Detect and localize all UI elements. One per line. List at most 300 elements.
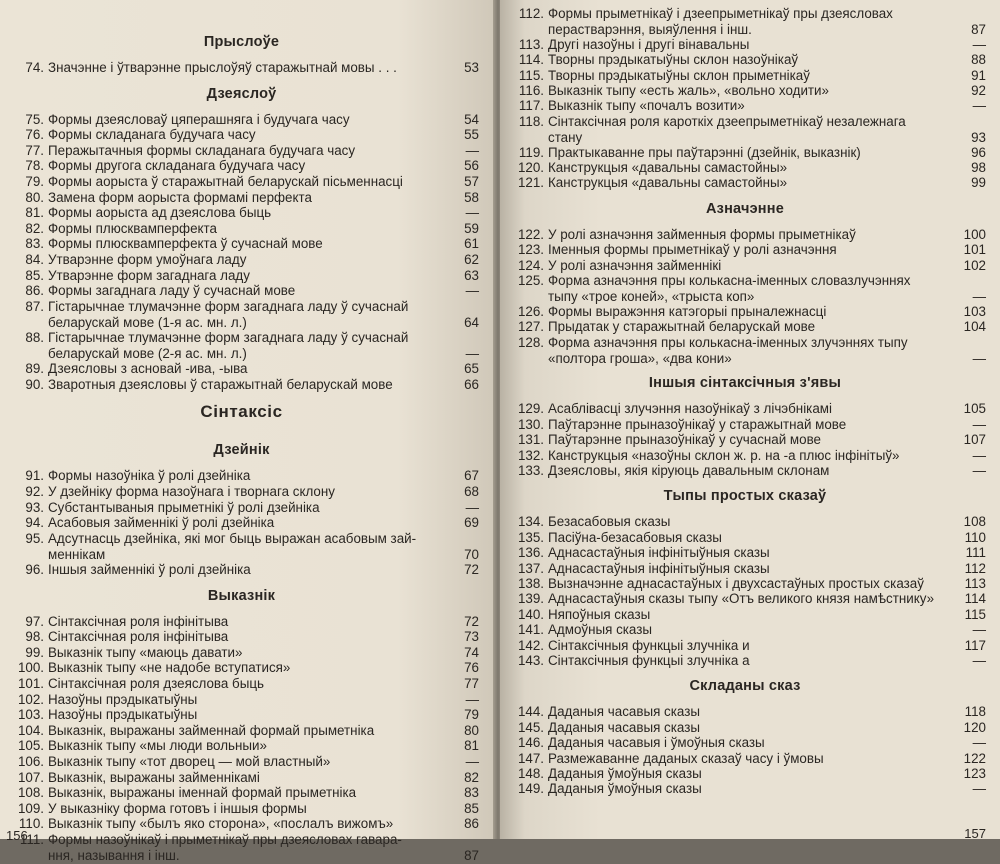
entry-page: — <box>972 622 986 638</box>
section-heading: Тыпы простых сказаў <box>663 488 827 505</box>
entry-page: — <box>972 463 986 478</box>
entry-title: Дзеясловы з асновай -ива, -ыва <box>48 361 248 377</box>
entry-number: 133. <box>517 463 544 478</box>
toc-entry <box>4 112 479 128</box>
toc-entry <box>504 561 986 577</box>
toc-entry <box>504 68 986 84</box>
entry-number: 131. <box>517 432 544 448</box>
entry-number: 89. <box>25 361 44 377</box>
entry-page: — <box>972 781 986 797</box>
toc-entry <box>4 221 479 237</box>
entry-number: 116. <box>518 83 544 98</box>
entry-title: Формы прыметнікаў і дзеепрыметнікаў пры дзеясловах <box>548 6 893 21</box>
entry-title: У ролі азначэння займенныя формы прыметнікаў <box>548 226 856 242</box>
entry-number: 117. <box>518 98 544 114</box>
entry-number: 124. <box>517 257 544 273</box>
entry-title: Выказнік тыпу «былъ якo сторона», «послалъ вижомъ» <box>48 816 394 832</box>
entry-title-continued: беларускай мове (1-я ас. мн. л.) <box>48 314 247 330</box>
entry-number: 104. <box>17 722 44 738</box>
toc-entry <box>504 463 986 479</box>
entry-title: Выказнік тыпу «почалъ возити» <box>548 98 745 114</box>
entry-number: 76. <box>25 127 44 143</box>
toc-entry <box>504 401 986 417</box>
toc-entry <box>504 638 986 654</box>
entry-title: Выказнік тыпу «не надобе вступатися» <box>48 660 291 676</box>
section-heading: Выказнік <box>207 587 276 604</box>
entry-number: 135. <box>517 529 544 545</box>
entry-number: 139. <box>517 591 544 607</box>
entry-page: 113 <box>964 576 986 591</box>
entry-title-continued: перастварэння, выяўлення і інш. <box>548 22 752 37</box>
toc-entry <box>504 227 986 243</box>
entry-number: 87. <box>25 298 44 314</box>
toc-entry <box>504 607 986 623</box>
entry-number: 119. <box>518 144 544 160</box>
entry-page: 91 <box>971 67 986 83</box>
entry-page: 67 <box>464 468 479 484</box>
toc-entry <box>504 751 986 767</box>
entry-title: Значэнне і ўтварэнне прыслоўяў старажытнай мовы . . . <box>48 60 397 75</box>
entry-page: 87 <box>464 848 479 863</box>
entry-page: 55 <box>464 127 479 143</box>
entry-title: Іншыя займеннікі ў ролі дзейніка <box>48 562 251 577</box>
toc-entry <box>504 720 986 736</box>
toc-entry <box>504 576 986 592</box>
entry-title: Практыкаванне пры паўтарэнні (дзейнік, выказнік) <box>548 144 861 160</box>
entry-page: 59 <box>464 220 479 236</box>
entry-number: 96. <box>25 562 44 577</box>
entry-page: 93 <box>971 129 986 145</box>
entry-title: Формы назоўнікаў і прыметнікаў пры дзеясловах гавара- <box>48 832 402 847</box>
entry-title: Даданыя часавыя і ўмоўныя сказы <box>548 735 765 751</box>
toc-entry <box>4 252 479 268</box>
toc-entry <box>4 816 479 832</box>
entry-number: 92. <box>25 484 44 499</box>
entry-number: 77. <box>25 142 44 158</box>
entry-title: Формы выражэння катэгорыі прыналежнасці <box>548 303 827 319</box>
toc-entry <box>4 801 479 817</box>
entry-number: 122. <box>517 226 544 242</box>
entry-page: 101 <box>963 242 986 258</box>
entry-number: 112. <box>518 6 544 21</box>
entry-page: 70 <box>464 546 479 562</box>
left-page <box>0 0 497 863</box>
entry-number: 103. <box>17 707 44 723</box>
entry-title: У выказніку форма готовъ і іншыя формы <box>48 800 307 816</box>
toc-entry <box>504 304 986 320</box>
entry-title: Формы аорыста ў старажытнай беларускай пісьменнасці <box>48 174 403 189</box>
entry-page: 64 <box>464 314 479 330</box>
toc-entry <box>504 145 986 161</box>
entry-page: 98 <box>971 160 986 175</box>
entry-number: 144. <box>517 704 544 720</box>
entry-number: 120. <box>517 160 544 175</box>
entry-page: 117 <box>964 637 986 653</box>
toc-entry <box>504 114 986 146</box>
toc-entry <box>4 515 479 531</box>
toc-entry <box>4 236 479 252</box>
left-page-number: 156 <box>6 828 28 843</box>
toc-entry <box>4 127 479 143</box>
entry-title: Формы загаднага ладу ў сучаснай мове <box>48 283 296 299</box>
toc-entry <box>4 174 479 190</box>
toc-entry <box>504 514 986 530</box>
toc-entry <box>4 723 479 739</box>
toc-entry <box>504 417 986 433</box>
entry-number: 99. <box>25 644 44 660</box>
entry-number: 91. <box>25 468 44 484</box>
entry-title: Гістарычнае тлумачэнне форм загаднага ладу ў сучаснай <box>48 298 409 314</box>
entry-page: 83 <box>464 785 479 801</box>
section-heading: Складаны сказ <box>689 678 801 695</box>
entry-title: Формы дзеясловаў цяперашняга і будучага часу <box>48 111 350 127</box>
entry-title: Аднасастаўныя сказы тыпу «Отъ великого князя намѣстнику» <box>548 591 935 607</box>
entry-page: 69 <box>464 515 479 531</box>
toc-entry <box>4 484 479 500</box>
entry-page: 72 <box>464 613 479 629</box>
entry-number: 108. <box>17 785 44 801</box>
entry-title: Творны прэдыкатыўны склон прыметнікаў <box>548 67 810 83</box>
entry-title: Гістарычнае тлумачэнне форм загаднага ладу ў сучаснай <box>48 330 409 345</box>
right-page-number: 157 <box>964 826 986 841</box>
entry-title: Сінтаксічная роля кароткіх дзеепрыметнікаў незалежнага <box>548 113 906 129</box>
entry-title: Перажытачныя формы складанага будучага часу <box>48 142 356 158</box>
entry-number: 109. <box>17 800 44 816</box>
entry-title: Выказнік тыпу «мы люди вольныи» <box>48 738 267 754</box>
entry-title: Выказнік тыпу «тот дворец — мой властный» <box>48 754 331 769</box>
entry-title: Дзеясловы, якія кіруюць давальным склонам <box>548 463 830 478</box>
entry-number: 85. <box>25 267 44 283</box>
entry-page: 57 <box>464 174 479 189</box>
toc-entry <box>4 738 479 754</box>
entry-title: Няпоўныя сказы <box>548 606 651 622</box>
entry-page: 108 <box>963 514 986 530</box>
entry-page: 53 <box>464 60 479 75</box>
entry-number: 102. <box>17 691 44 707</box>
section-heading: Азначэнне <box>706 200 784 217</box>
right-table-of-contents <box>504 0 986 839</box>
toc-entry <box>504 160 986 176</box>
entry-page: 102 <box>963 257 986 273</box>
toc-entry <box>504 175 986 191</box>
entry-title: Сінтаксічная роля інфінітыва <box>48 613 229 629</box>
entry-title: У дзейніку форма назоўнага і творнага склону <box>48 484 335 499</box>
entry-title: Асабовыя займеннікі ў ролі дзейніка <box>48 515 275 531</box>
entry-page: 65 <box>464 361 479 377</box>
entry-number: 134. <box>517 514 544 530</box>
entry-title: Назоўны прэдыкатыўны <box>48 707 198 723</box>
toc-entry <box>504 735 986 751</box>
entry-page: 111 <box>965 545 986 561</box>
entry-page: — <box>465 205 479 221</box>
entry-number: 143. <box>517 653 544 668</box>
toc-entry <box>504 98 986 114</box>
entry-number: 94. <box>25 515 44 531</box>
entry-number: 81. <box>25 205 44 221</box>
entry-number: 98. <box>25 629 44 645</box>
toc-entry <box>504 335 986 367</box>
toc-entry <box>4 770 479 786</box>
entry-number: 140. <box>517 606 544 622</box>
entry-page: — <box>465 691 479 707</box>
entry-number: 118. <box>518 113 544 129</box>
entry-page: 74 <box>464 644 479 660</box>
entry-title: Асаблівасці злучэння назоўнікаў з лічэбнікамі <box>548 401 832 417</box>
entry-number: 97. <box>25 613 44 629</box>
entry-title: Паўтарэнне прыназоўнікаў у старажытнай мове <box>548 416 847 432</box>
toc-entry <box>504 448 986 464</box>
entry-title: Вызначэнне аднасастаўных і двухсастаўных простых сказаў <box>548 576 924 591</box>
entry-page: — <box>972 350 986 366</box>
section-heading: Іншыя сінтаксічныя з'явы <box>648 375 842 392</box>
toc-entry <box>4 754 479 770</box>
entry-page: 76 <box>464 660 479 676</box>
entry-title: Выказнік, выражаны займеннікамі <box>48 769 260 785</box>
entry-number: 115. <box>518 67 544 83</box>
entry-page: 72 <box>464 562 479 577</box>
entry-page: — <box>465 499 479 515</box>
entry-number: 129. <box>517 401 544 417</box>
entry-page: 105 <box>963 401 986 417</box>
entry-title: Адмоўныя сказы <box>548 622 652 638</box>
entry-title: Паўтарэнне прыназоўнікаў у сучаснай мове <box>548 432 821 448</box>
entry-number: 132. <box>517 447 544 463</box>
toc-entry <box>4 531 479 563</box>
entry-number: 83. <box>25 236 44 252</box>
toc-entry <box>4 500 479 516</box>
entry-title: Даданыя часавыя сказы <box>548 719 700 735</box>
entry-number: 127. <box>517 319 544 335</box>
entry-title: Форма азначэння пры колькасна-іменных злучэннях тыпу <box>548 334 908 350</box>
entry-page: 112 <box>964 560 986 576</box>
entry-title: Утварэнне форм умоўнага ладу <box>48 252 247 267</box>
entry-number: 145. <box>517 719 544 735</box>
entry-number: 136. <box>517 545 544 561</box>
toc-entry <box>504 545 986 561</box>
toc-entry <box>4 268 479 284</box>
entry-title: Размежаванне даданых сказаў часу і ўмовы <box>548 750 824 766</box>
entry-page: 85 <box>464 800 479 816</box>
entry-number: 113. <box>518 36 544 52</box>
entry-title: Сінтаксічная роля інфінітыва <box>48 629 229 645</box>
entry-page: 92 <box>971 83 986 98</box>
entry-number: 79. <box>25 174 44 189</box>
section-heading: Дзейнік <box>213 442 270 459</box>
entry-number: 147. <box>517 750 544 766</box>
toc-entry <box>4 377 479 393</box>
entry-page: — <box>465 754 479 769</box>
entry-number: 142. <box>517 637 544 653</box>
toc-entry <box>4 832 479 864</box>
entry-number: 110. <box>18 816 44 832</box>
entry-page: 114 <box>964 591 986 607</box>
entry-number: 114. <box>518 52 544 68</box>
toc-entry <box>4 645 479 661</box>
entry-number: 130. <box>517 416 544 432</box>
entry-page: 68 <box>464 484 479 499</box>
entry-page: 115 <box>964 606 986 622</box>
toc-entry <box>4 190 479 206</box>
entry-number: 101. <box>17 676 44 691</box>
entry-number: 105. <box>17 738 44 754</box>
entry-number: 138. <box>517 576 544 591</box>
entry-title: Сінтаксічныя функцыі злучніка а <box>548 653 750 668</box>
entry-number: 107. <box>17 769 44 785</box>
toc-entry <box>504 52 986 68</box>
entry-title: Замена форм аорыста формамі перфекта <box>48 189 312 205</box>
entry-page: 122 <box>963 750 986 766</box>
entry-page: — <box>465 283 479 299</box>
toc-entry <box>504 530 986 546</box>
entry-title-continued: меннікам <box>48 546 106 562</box>
entry-page: — <box>972 735 986 751</box>
toc-entry <box>504 242 986 258</box>
entry-number: 82. <box>25 220 44 236</box>
entry-number: 121. <box>517 175 544 191</box>
entry-number: 148. <box>517 766 544 781</box>
section-heading: Прыслоўе <box>203 34 280 50</box>
entry-number: 88. <box>25 330 44 345</box>
entry-page: 118 <box>964 704 986 720</box>
entry-page: 80 <box>464 722 479 738</box>
entry-title: Сінтаксічныя функцыі злучніка и <box>548 637 750 653</box>
toc-entry <box>4 468 479 484</box>
entry-title: Формы складанага будучага часу <box>48 127 256 143</box>
toc-entry <box>4 562 479 578</box>
entry-title: Зваротныя дзеясловы ў старажытнай беларускай мове <box>48 376 393 392</box>
left-table-of-contents <box>4 0 479 863</box>
entry-title: Адсутнасць дзейніка, які мог быць выражан асабовым зай- <box>48 530 417 546</box>
entry-page: — <box>465 346 479 361</box>
toc-entry <box>4 205 479 221</box>
entry-number: 93. <box>25 499 44 515</box>
entry-number: 126. <box>517 303 544 319</box>
entry-page: — <box>972 653 986 668</box>
entry-title: Аднасастаўныя інфінітыўныя сказы <box>548 560 770 576</box>
entry-page: — <box>972 447 986 463</box>
toc-entry <box>504 258 986 274</box>
entry-number: 95. <box>25 530 44 546</box>
entry-number: 86. <box>25 283 44 299</box>
entry-page: — <box>972 36 986 52</box>
entry-number: 128. <box>517 334 544 350</box>
entry-title-continued: «полтора гроша», «два кони» <box>548 350 732 366</box>
toc-entry <box>504 781 986 797</box>
entry-page: 82 <box>464 769 479 785</box>
entry-title: Формы другога складанага будучага часу <box>48 158 306 174</box>
toc-entry <box>4 676 479 692</box>
toc-entry <box>504 591 986 607</box>
entry-title: Даданыя ўмоўныя сказы <box>548 781 702 797</box>
entry-title-continued: беларускай мове (2-я ас. мн. л.) <box>48 346 247 361</box>
entry-number: 123. <box>517 242 544 258</box>
entry-title: Прыдатак у старажытнай беларускай мове <box>548 319 816 335</box>
entry-number: 84. <box>25 252 44 267</box>
entry-page: 56 <box>464 158 479 174</box>
entry-page: 123 <box>963 766 986 781</box>
entry-page: 63 <box>464 267 479 283</box>
toc-entry <box>4 60 479 76</box>
toc-entry <box>4 660 479 676</box>
toc-entry <box>504 653 986 669</box>
entry-title: Даданыя ўмоўныя сказы <box>548 766 702 781</box>
entry-title-continued: тыпу «трое коней», «трыста коп» <box>548 289 755 304</box>
entry-page: 61 <box>464 236 479 252</box>
entry-title-continued: стану <box>548 129 583 145</box>
entry-title: Безасабовыя сказы <box>548 514 671 530</box>
entry-title: Формы плюсквамперфекта ў сучаснай мове <box>48 236 323 252</box>
entry-number: 74. <box>25 60 44 75</box>
toc-entry <box>4 299 479 331</box>
entry-page: — <box>972 289 986 304</box>
toc-entry <box>504 319 986 335</box>
entry-number: 90. <box>25 376 44 392</box>
section-heading: Сінтаксіс <box>200 402 283 422</box>
entry-number: 75. <box>25 111 44 127</box>
entry-title: Субстантываныя прыметнікі ў ролі дзейніка <box>48 499 320 515</box>
entry-title: Утварэнне форм загаднага ладу <box>48 267 250 283</box>
entry-number: 149. <box>517 781 544 797</box>
entry-number: 141. <box>517 622 544 638</box>
entry-title: Канструкцыя «давальны самастойны» <box>548 175 788 191</box>
entry-title: Аднасастаўныя інфінітыўныя сказы <box>548 545 770 561</box>
entry-title: Формы плюсквамперфекта <box>48 220 217 236</box>
toc-entry <box>4 283 479 299</box>
entry-page: 58 <box>464 189 479 205</box>
entry-number: 78. <box>25 158 44 174</box>
entry-title: Выказнік, выражаны іменнай формай прыметніка <box>48 785 357 801</box>
entry-page: 96 <box>971 144 986 160</box>
entry-title: Сінтаксічная роля дзеяслова быць <box>48 676 265 691</box>
toc-entry <box>4 707 479 723</box>
toc-entry <box>4 330 479 362</box>
entry-title: Выказнік, выражаны займеннай формай прыметніка <box>48 722 375 738</box>
entry-title: Формы аорыста ад дзеяслова быць <box>48 205 272 221</box>
entry-page: 81 <box>464 738 479 754</box>
entry-page: 73 <box>464 629 479 645</box>
entry-page: 99 <box>971 175 986 191</box>
entry-title: Творны прэдыкатыўны склон назоўнікаў <box>548 52 799 68</box>
entry-title: Выказнік тыпу «маюць давати» <box>48 644 243 660</box>
entry-page: — <box>972 98 986 114</box>
section-heading: Дзеяслоў <box>206 85 277 102</box>
entry-page: 62 <box>464 252 479 267</box>
entry-title: Канструкцыя «давальны самастойны» <box>548 160 788 175</box>
toc-entry <box>4 785 479 801</box>
toc-entry <box>4 158 479 174</box>
entry-number: 106. <box>17 754 44 769</box>
entry-title: У ролі азначэння займеннікі <box>548 257 722 273</box>
entry-number: 125. <box>517 273 544 288</box>
entry-page: 100 <box>963 226 986 242</box>
entry-page: 88 <box>971 52 986 68</box>
entry-page: 87 <box>971 22 986 37</box>
entry-title: Другі назоўны і другі вінавальны <box>548 36 750 52</box>
entry-page: — <box>972 416 986 432</box>
entry-title: Назоўны прэдыкатыўны <box>48 691 198 707</box>
entry-page: 54 <box>464 111 479 127</box>
toc-entry <box>4 361 479 377</box>
entry-page: 104 <box>963 319 986 335</box>
entry-number: 80. <box>25 189 44 205</box>
entry-title: Іменныя формы прыметнікаў у ролі азначэння <box>548 242 837 258</box>
entry-page: 103 <box>963 303 986 319</box>
toc-entry <box>504 432 986 448</box>
entry-page: 86 <box>464 816 479 832</box>
toc-entry <box>504 704 986 720</box>
entry-page: 79 <box>464 707 479 723</box>
entry-page: 77 <box>464 676 479 691</box>
